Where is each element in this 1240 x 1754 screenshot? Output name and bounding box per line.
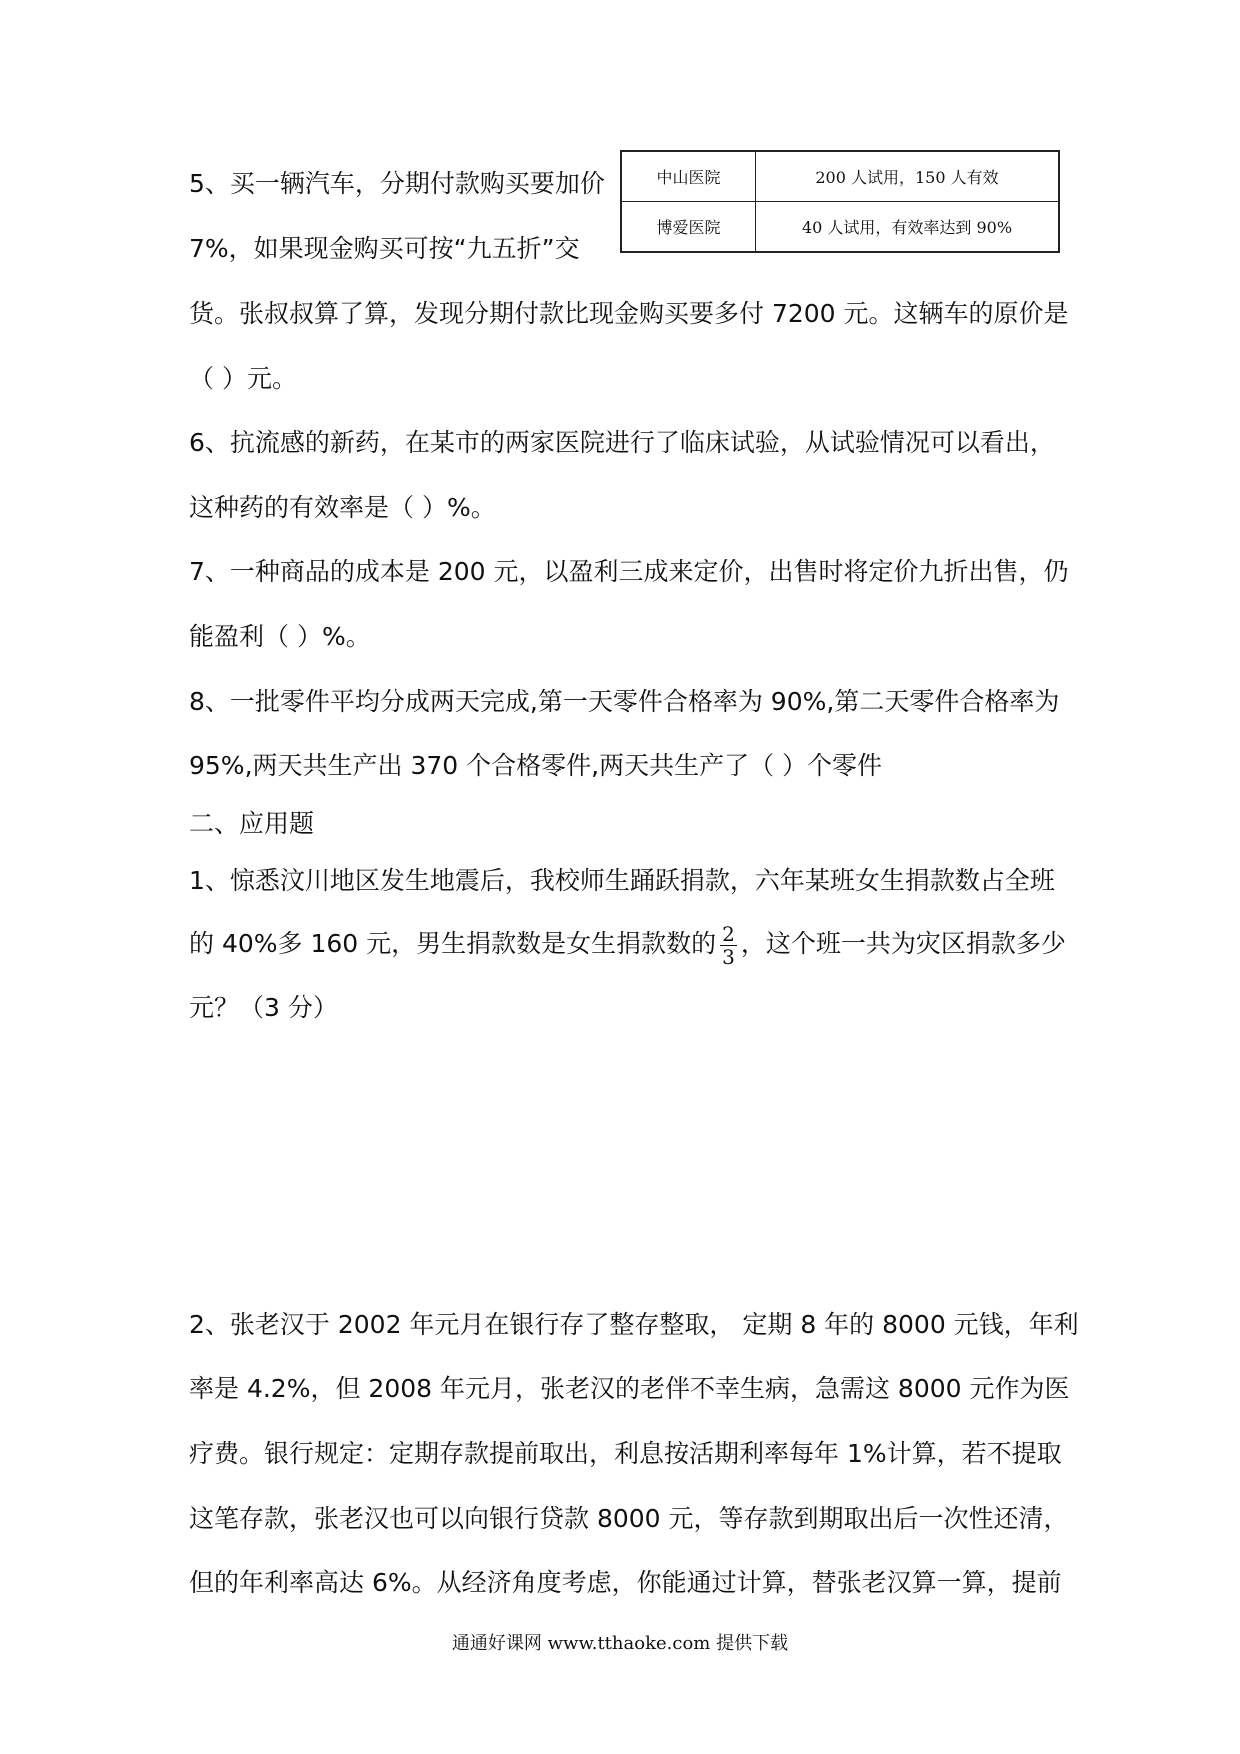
fraction-numerator: 2	[722, 921, 735, 946]
fraction-denominator: 3	[722, 944, 735, 969]
result-cell: 40 人试用，有效率达到 90%	[756, 202, 1060, 253]
hospital-cell: 中山医院	[621, 151, 756, 202]
q6-line-2: 这种药的有效率是（ ）%。	[189, 493, 496, 522]
hospital-cell: 博爱医院	[621, 202, 756, 253]
section-heading: 二、应用题	[189, 809, 315, 838]
fraction	[720, 923, 737, 968]
q5-line-2: 7%，如果现金购买可按“九五折”交	[189, 234, 580, 263]
q7-line-1: 7、一种商品的成本是 200 元，以盈利三成来定价，出售时将定价九折出售，仍	[189, 557, 1069, 586]
a2-line-3: 疗费。银行规定：定期存款提前取出，利息按活期利率每年 1%计算，若不提取	[189, 1439, 1062, 1468]
table-row	[621, 202, 1059, 253]
q6-line-1: 6、抗流感的新药，在某市的两家医院进行了临床试验，从试验情况可以看出，	[189, 428, 1055, 457]
a2-line-5: 但的年利率高达 6%。从经济角度考虑，你能通过计算，替张老汉算一算，提前	[189, 1568, 1062, 1597]
q8-line-2: 95%,两天共生产出 370 个合格零件,两天共生产了（ ）个零件	[189, 751, 883, 780]
a1-line-2-after: ，这个班一共为灾区捐款多少	[740, 929, 1066, 958]
a2-line-1: 2、张老汉于 2002 年元月在银行存了整存整取， 定期 8 年的 8000 元钱，年利	[189, 1310, 1079, 1339]
a1-line-2-before: 的 40%多 160 元，男生捐款数是女生捐款数的	[189, 929, 717, 958]
q8-line-1: 8、一批零件平均分成两天完成,第一天零件合格率为 90%,第二天零件合格率为	[189, 687, 1060, 716]
q5-line-3: 货。张叔叔算了算，发现分期付款比现金购买要多付 7200 元。这辆车的原价是	[189, 299, 1069, 328]
result-cell: 200 人试用，150 人有效	[756, 151, 1060, 202]
a2-line-2: 率是 4.2%，但 2008 年元月，张老汉的老伴不幸生病，急需这 8000 元作为医	[189, 1374, 1070, 1403]
trial-results-table	[620, 150, 1060, 253]
footer-download-note: 通通好课网 www.tthaoke.com 提供下载	[451, 1633, 789, 1654]
a1-line-3: 元？（3 分）	[189, 993, 338, 1022]
a2-line-4: 这笔存款，张老汉也可以向银行贷款 8000 元，等存款到期取出后一次性还清，	[189, 1504, 1069, 1533]
q7-line-2: 能盈利（ ）%。	[189, 622, 371, 651]
q5-line-1: 5、买一辆汽车，分期付款购买要加价	[189, 169, 605, 198]
table-row	[621, 151, 1059, 202]
a1-line-2	[189, 922, 1066, 968]
q5-line-4: （ ）元。	[189, 364, 297, 393]
a1-line-1: 1、惊悉汶川地区发生地震后，我校师生踊跃捐款，六年某班女生捐款数占全班	[189, 866, 1055, 895]
